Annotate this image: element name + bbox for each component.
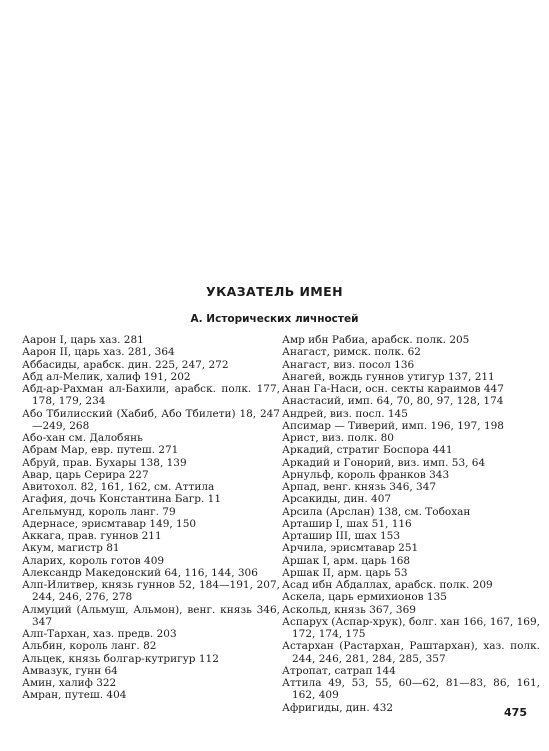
- index-entry: Авар, царь Серира 227: [22, 468, 149, 481]
- index-entry: Аббасиды, арабск. дин. 225, 247, 272: [22, 358, 229, 371]
- index-entry: Абд ал-Мелик, халиф 191, 202: [22, 370, 191, 383]
- index-entry: Арист, виз. полк. 80: [282, 432, 394, 444]
- index-entry: Амран, путеш. 404: [22, 689, 127, 702]
- index-entry: Асад ибн Абдаллах, арабск. полк. 209: [282, 579, 493, 591]
- index-entry: Аскела, царь ермихионов 135: [282, 591, 447, 604]
- index-subtitle: А. Исторических личностей: [190, 313, 359, 325]
- index-entry: Александр Македонский 64, 116, 144, 306: [22, 566, 258, 579]
- index-entry: Арташир I, шах 51, 116: [282, 517, 412, 530]
- index-entry: Андрей, виз. посл. 145: [282, 407, 408, 420]
- index-entry: Арсила (Арслан) 138, см. Тобохан: [282, 505, 471, 518]
- index-entry: Анагей, вождь гуннов утигур 137, 211: [282, 370, 495, 383]
- index-entry: Акум, магистр 81: [22, 542, 120, 555]
- index-entry: Аарон II, царь хаз. 281, 364: [22, 346, 175, 359]
- index-entry: Алмуций (Альмуш, Альмон), венг. князь 346, 347: [22, 603, 280, 628]
- index-entry: Аскольд, князь 367, 369: [282, 603, 416, 616]
- index-entry: Аспарух (Аспар-хрук), болг. хан 166, 167, 169, 172, 174, 175: [282, 615, 540, 640]
- index-entry: Абд-ар-Рахман ал-Бахили, арабск. полк. 177, 178, 179, 234: [22, 383, 280, 408]
- index-entry: Аттила 49, 53, 55, 60—62, 81—83, 86, 161, 162, 409: [282, 677, 540, 702]
- index-entry: Абрам Мар, евр. путеш. 271: [22, 444, 179, 457]
- index-entry: Агафия, дочь Константина Багр. 11: [22, 493, 222, 506]
- index-entry: Аарон I, царь хаз. 281: [22, 334, 144, 346]
- index-entry: Арташир III, шах 153: [282, 530, 401, 542]
- index-entry: Арнульф, король франков 343: [282, 468, 450, 481]
- index-entry: Астархан (Растархан, Раштархан), хаз. полк. 244, 246, 281, 284, 285, 357: [282, 640, 540, 665]
- page-number: 475: [504, 706, 527, 719]
- index-entry: Аркадий, стратиг Боспора 441: [282, 444, 453, 457]
- index-entry: Авитохол. 82, 161, 162, см. Аттила: [22, 481, 215, 493]
- index-entry: Аршак II, арм. царь 53: [282, 566, 408, 579]
- index-entry: Альбин, король ланг. 82: [22, 640, 157, 653]
- index-entry: Альцек, князь болгар-кутригур 112: [22, 652, 219, 665]
- index-entry: Амр ибн Рабиа, арабск. полк. 205: [282, 334, 470, 346]
- index-entry: Абруй, прав. Бухары 138, 139: [22, 456, 187, 469]
- index-title: УКАЗАТЕЛЬ ИМЕН: [206, 284, 343, 299]
- index-entry: Анан Га-Наси, осн. секты караимов 447: [282, 383, 504, 395]
- index-entry: Анагаст, виз. посол 136: [282, 358, 415, 371]
- index-entry: Анастасий, имп. 64, 70, 80, 97, 128, 174: [282, 395, 504, 408]
- index-entry: Амин, халиф 322: [22, 677, 117, 689]
- index-entry: Аларих, король готов 409: [22, 554, 165, 567]
- index-entry: Арчила, эрисмтавар 251: [282, 542, 419, 555]
- index-entry: Анагаст, римск. полк. 62: [282, 346, 421, 359]
- index-entry: Аркадий и Гонорий, виз. имп. 53, 64: [282, 456, 486, 469]
- index-entry: Адернасе, эрисмтавар 149, 150: [22, 517, 197, 530]
- index-entry: Або Тбилисский (Хабиб, Або Тбилети) 18, 247—249, 268: [22, 407, 280, 432]
- index-entry: Арпад, венг. князь 346, 347: [282, 481, 437, 493]
- index-left-column: [22, 334, 280, 702]
- index-entry: Аршак I, арм. царь 168: [282, 554, 411, 567]
- index-entry: Агельмунд, король ланг. 79: [22, 505, 176, 518]
- index-entry: Амвазук, гунн 64: [22, 664, 118, 677]
- index-right-column: [282, 334, 540, 714]
- index-entry: Атропат, сатрап 144: [282, 664, 396, 677]
- index-entry: Афригиды, дин. 432: [282, 701, 394, 714]
- index-entry: Або-хан см. Далобянь: [22, 432, 143, 444]
- index-entry: Алп-Тархан, хаз. предв. 203: [22, 628, 177, 640]
- index-entry: Аккага, прав. гуннов 211: [22, 530, 162, 542]
- index-entry: Алп-Илитвер, князь гуннов 52, 184—191, 207, 244, 246, 276, 278: [22, 579, 280, 604]
- index-entry: Арсакиды, дин. 407: [282, 493, 392, 506]
- index-entry: Апсимар — Тиверий, имп. 196, 197, 198: [282, 419, 504, 432]
